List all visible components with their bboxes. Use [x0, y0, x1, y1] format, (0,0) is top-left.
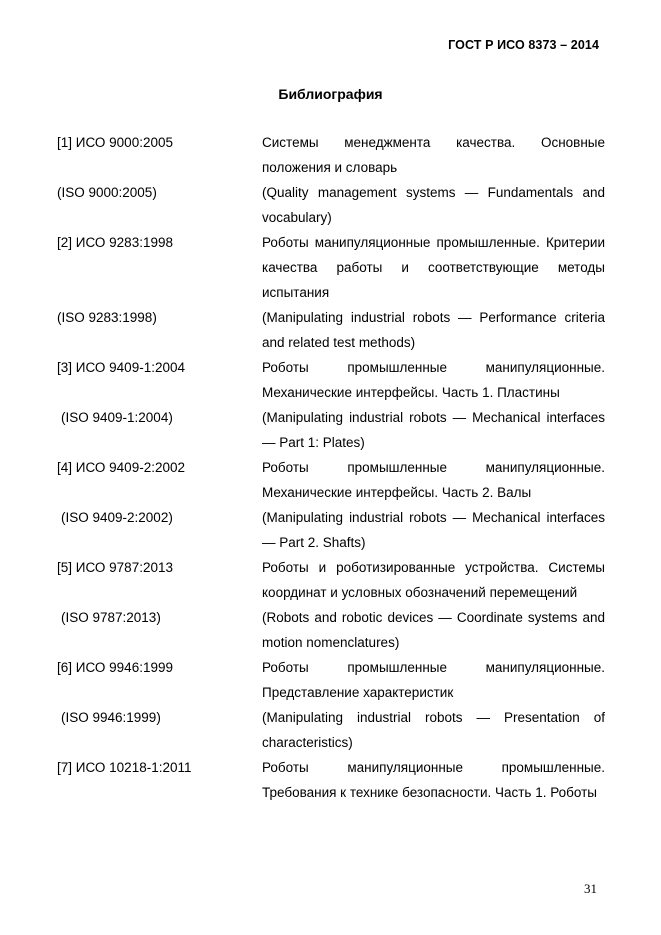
bibliography-entry: [57, 130, 605, 180]
bibliography-entry: [57, 505, 605, 555]
standard-code-header: ГОСТ Р ИСО 8373 – 2014: [448, 38, 599, 52]
bibliography-entry: [57, 755, 605, 805]
bibliography-entry: [57, 555, 605, 605]
entry-code: [5] ИСО 9787:2013: [57, 560, 173, 575]
entry-code: (ISO 9946:1999): [61, 710, 161, 725]
entry-code: [1] ИСО 9000:2005: [57, 135, 173, 150]
bibliography-entry: [57, 705, 605, 755]
entry-title: (Robots and robotic devices — Coordinate systems and motion nomenclatures): [262, 610, 605, 650]
bibliography-entry: [57, 405, 605, 455]
entry-code: (ISO 9283:1998): [57, 310, 157, 325]
page-number: 31: [584, 881, 597, 896]
entry-title: Роботы промышленные манипуляционные. Представление характеристик: [262, 660, 605, 700]
page-title: [0, 86, 661, 102]
bibliography-entry: [57, 230, 605, 305]
bibliography-list: [57, 130, 605, 805]
bibliography-entry: [57, 605, 605, 655]
entry-title: Роботы и роботизированные устройства. Системы координат и условных обозначений перемещений: [262, 560, 605, 600]
entry-title: Роботы манипуляционные промышленные. Критерии качества работы и соответствующие методы испытания: [262, 235, 605, 300]
entry-code: [4] ИСО 9409-2:2002: [57, 460, 185, 475]
entry-code: (ISO 9409-2:2002): [61, 510, 173, 525]
bibliography-entry: [57, 455, 605, 505]
entry-title: (Quality management systems — Fundamentals and vocabulary): [262, 185, 605, 225]
entry-title: Системы менеджмента качества. Основные положения и словарь: [262, 135, 605, 175]
entry-code: [2] ИСО 9283:1998: [57, 235, 173, 250]
entry-code: (ISO 9409-1:2004): [61, 410, 173, 425]
bibliography-entry: [57, 355, 605, 405]
entry-code: [3] ИСО 9409-1:2004: [57, 360, 185, 375]
page-title-text: Библиография: [278, 86, 383, 102]
entry-code: [6] ИСО 9946:1999: [57, 660, 173, 675]
entry-title: Роботы манипуляционные промышленные. Требования к технике безопасности. Часть 1. Роботы: [262, 760, 605, 800]
entry-title: (Manipulating industrial robots — Mechanical interfaces — Part 2. Shafts): [262, 510, 605, 550]
entry-title: Роботы промышленные манипуляционные. Механические интерфейсы. Часть 1. Пластины: [262, 360, 605, 400]
bibliography-entry: [57, 180, 605, 230]
bibliography-entry: [57, 655, 605, 705]
entry-code: [7] ИСО 10218-1:2011: [57, 760, 192, 775]
entry-code: (ISO 9787:2013): [61, 610, 161, 625]
bibliography-entry: [57, 305, 605, 355]
entry-title: Роботы промышленные манипуляционные. Механические интерфейсы. Часть 2. Валы: [262, 460, 605, 500]
entry-title: (Manipulating industrial robots — Performance criteria and related test methods): [262, 310, 605, 350]
entry-title: (Manipulating industrial robots — Presentation of characteristics): [262, 710, 605, 750]
entry-title: (Manipulating industrial robots — Mechanical interfaces — Part 1: Plates): [262, 410, 605, 450]
entry-code: (ISO 9000:2005): [57, 185, 157, 200]
